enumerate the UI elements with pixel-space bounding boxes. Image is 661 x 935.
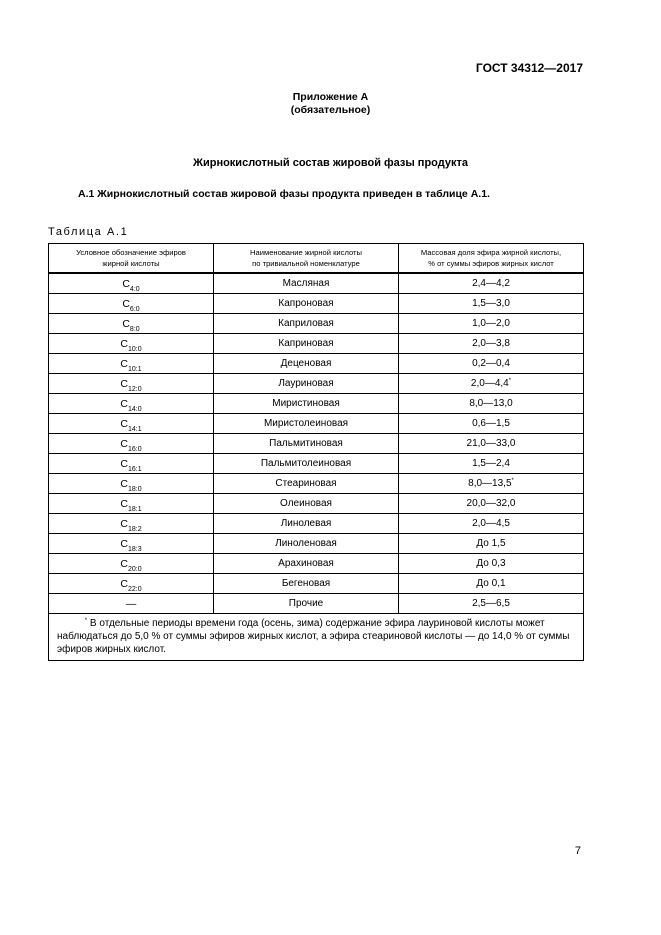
column-header-line: по тривиальной номенклатуре xyxy=(252,259,360,268)
acid-code-cell xyxy=(49,554,214,574)
acid-code-cell xyxy=(49,294,214,314)
acid-code-subscript: 18:2 xyxy=(127,525,142,533)
annex-status: (обязательное) xyxy=(290,104,371,116)
acid-code: C xyxy=(120,377,128,390)
column-header-line: Массовая доля эфира жирной кислоты, xyxy=(420,248,562,257)
table-row xyxy=(49,414,584,434)
mass-fraction: 2,0—3,8 xyxy=(472,337,510,349)
mass-fraction-cell xyxy=(399,574,584,594)
acid-code: C xyxy=(120,397,128,410)
acid-name: Пальмитиновая xyxy=(214,434,399,454)
table-row xyxy=(49,354,584,374)
mass-fraction: 2,0—4,5 xyxy=(472,517,510,529)
table-footnote xyxy=(49,614,584,661)
acid-code-subscript: 20:0 xyxy=(127,565,142,573)
mass-fraction: 8,0—13,0 xyxy=(469,397,513,409)
table-header-row xyxy=(49,244,584,274)
acid-code: C xyxy=(120,457,128,470)
table-row xyxy=(49,374,584,394)
acid-code: C xyxy=(120,537,128,550)
column-header-line: % от суммы эфиров жирных кислот xyxy=(428,259,554,268)
column-header-value xyxy=(399,244,584,274)
table-row xyxy=(49,294,584,314)
column-header-name xyxy=(214,244,399,274)
acid-name: Каприновая xyxy=(214,334,399,354)
acid-name: Олеиновая xyxy=(214,494,399,514)
mass-fraction: До 0,1 xyxy=(476,577,506,589)
acid-name: Миристиновая xyxy=(214,394,399,414)
column-header-line: Условное обозначение эфиров xyxy=(76,248,186,257)
acid-code-subscript: 22:0 xyxy=(127,585,142,593)
acid-name: Капроновая xyxy=(214,294,399,314)
acid-name: Масляная xyxy=(214,273,399,294)
table-row xyxy=(49,434,584,454)
mass-fraction: 1,0—2,0 xyxy=(472,317,510,329)
mass-fraction: 1,5—3,0 xyxy=(472,297,510,309)
clause-a1: А.1 Жирнокислотный состав жировой фазы продукта приведен в таблице А.1. xyxy=(78,188,490,200)
mass-fraction: 1,5—2,4 xyxy=(472,457,510,469)
mass-fraction-cell xyxy=(399,273,584,294)
mass-fraction: До 0,3 xyxy=(476,557,506,569)
acid-code-cell xyxy=(49,273,214,294)
acid-name: Линолевая xyxy=(214,514,399,534)
mass-fraction-cell xyxy=(399,334,584,354)
acid-code: — xyxy=(125,597,137,610)
mass-fraction-cell xyxy=(399,374,584,394)
acid-code-cell xyxy=(49,594,214,614)
acid-code-subscript: 14:1 xyxy=(127,425,142,433)
mass-fraction-cell xyxy=(399,434,584,454)
annex-heading xyxy=(0,91,661,117)
acid-code: C xyxy=(122,297,130,310)
acid-name: Стеариновая xyxy=(214,474,399,494)
acid-code-subscript: 12:0 xyxy=(127,385,142,393)
mass-fraction-cell xyxy=(399,494,584,514)
footnote-reference: * xyxy=(508,377,512,384)
acid-code-subscript: 8:0 xyxy=(129,325,140,333)
table-row xyxy=(49,594,584,614)
acid-code-subscript: 10:0 xyxy=(127,345,142,353)
column-header-line: жирной кислоты xyxy=(102,259,160,268)
acid-code: C xyxy=(120,577,128,590)
mass-fraction: 8,0—13,5 xyxy=(468,477,512,489)
footnote-mark: * xyxy=(84,618,88,624)
acid-code: C xyxy=(120,437,128,450)
acid-code-subscript: 16:1 xyxy=(127,465,142,473)
mass-fraction-cell xyxy=(399,554,584,574)
acid-code-cell xyxy=(49,394,214,414)
fatty-acid-table xyxy=(48,243,584,661)
acid-code: C xyxy=(120,357,128,370)
mass-fraction-cell xyxy=(399,354,584,374)
table-row xyxy=(49,314,584,334)
acid-code-cell xyxy=(49,534,214,554)
table-row xyxy=(49,554,584,574)
table-row xyxy=(49,574,584,594)
acid-code-cell xyxy=(49,574,214,594)
acid-code-cell xyxy=(49,414,214,434)
acid-code-subscript: 18:1 xyxy=(127,505,142,513)
acid-code-cell xyxy=(49,314,214,334)
acid-name: Пальмитолеиновая xyxy=(214,454,399,474)
acid-code: C xyxy=(122,277,130,290)
mass-fraction-cell xyxy=(399,594,584,614)
mass-fraction-cell xyxy=(399,474,584,494)
table-row xyxy=(49,534,584,554)
acid-code: C xyxy=(120,557,128,570)
mass-fraction: До 1,5 xyxy=(476,537,506,549)
annex-title: Приложение А xyxy=(292,91,369,103)
mass-fraction-cell xyxy=(399,534,584,554)
table-row xyxy=(49,454,584,474)
acid-code-cell xyxy=(49,374,214,394)
table-row xyxy=(49,494,584,514)
section-title: Жирнокислотный состав жировой фазы продукта xyxy=(193,157,468,169)
acid-code-cell xyxy=(49,434,214,454)
acid-name: Бегеновая xyxy=(214,574,399,594)
mass-fraction: 2,5—6,5 xyxy=(472,597,510,609)
acid-code-cell xyxy=(49,514,214,534)
acid-name: Прочие xyxy=(214,594,399,614)
footnote-row xyxy=(49,614,584,661)
mass-fraction-cell xyxy=(399,314,584,334)
mass-fraction: 0,2—0,4 xyxy=(472,357,510,369)
acid-name: Лауриновая xyxy=(214,374,399,394)
footnote-reference: * xyxy=(511,477,514,484)
acid-code-subscript: 16:0 xyxy=(127,445,142,453)
acid-name: Миристолеиновая xyxy=(214,414,399,434)
acid-code-subscript: 10:1 xyxy=(127,365,142,373)
column-header-line: Наименование жирной кислоты xyxy=(250,248,362,257)
mass-fraction-cell xyxy=(399,454,584,474)
acid-code: C xyxy=(120,517,128,530)
acid-name: Деценовая xyxy=(214,354,399,374)
acid-name: Линоленовая xyxy=(214,534,399,554)
mass-fraction-cell xyxy=(399,414,584,434)
mass-fraction: 0,6—1,5 xyxy=(472,417,510,429)
mass-fraction: 21,0—33,0 xyxy=(466,437,516,449)
page-number: 7 xyxy=(574,845,581,857)
table-row xyxy=(49,514,584,534)
acid-code-cell xyxy=(49,494,214,514)
acid-code-subscript: 18:0 xyxy=(127,485,142,493)
acid-code-subscript: 14:0 xyxy=(127,405,142,413)
acid-code: C xyxy=(120,417,128,430)
mass-fraction-cell xyxy=(399,394,584,414)
acid-code-cell xyxy=(49,454,214,474)
table-row xyxy=(49,334,584,354)
acid-code-cell xyxy=(49,334,214,354)
table-row xyxy=(49,394,584,414)
table-body xyxy=(49,273,584,614)
mass-fraction: 2,4—4,2 xyxy=(472,277,510,289)
acid-name: Каприловая xyxy=(214,314,399,334)
mass-fraction-cell xyxy=(399,514,584,534)
table-row xyxy=(49,273,584,294)
acid-code-cell xyxy=(49,474,214,494)
acid-name: Арахиновая xyxy=(214,554,399,574)
acid-code: C xyxy=(120,477,128,490)
document-number: ГОСТ 34312—2017 xyxy=(475,61,583,75)
acid-code-subscript: 4:0 xyxy=(129,285,140,293)
footnote-text: В отдельные периоды времени года (осень, зима) содержание эфира лауриновой кислоты может наблюдаться до 5,0 % от суммы эфиров жирных кислот, а эфира стеариновой кислоты — до 14,0 % от суммы эфиров жирных кислот. xyxy=(57,618,570,655)
column-header-code xyxy=(49,244,214,274)
mass-fraction: 20,0—32,0 xyxy=(466,497,516,509)
table-row xyxy=(49,474,584,494)
acid-code: C xyxy=(120,337,128,350)
table-label: Таблица А.1 xyxy=(48,226,129,238)
acid-code-subscript: 18:3 xyxy=(127,545,142,553)
mass-fraction: 2,0—4,4 xyxy=(470,377,509,389)
acid-code-cell xyxy=(49,354,214,374)
acid-code: C xyxy=(120,497,128,510)
mass-fraction-cell xyxy=(399,294,584,314)
acid-code: C xyxy=(122,317,130,330)
acid-code-subscript: 6:0 xyxy=(129,305,140,313)
